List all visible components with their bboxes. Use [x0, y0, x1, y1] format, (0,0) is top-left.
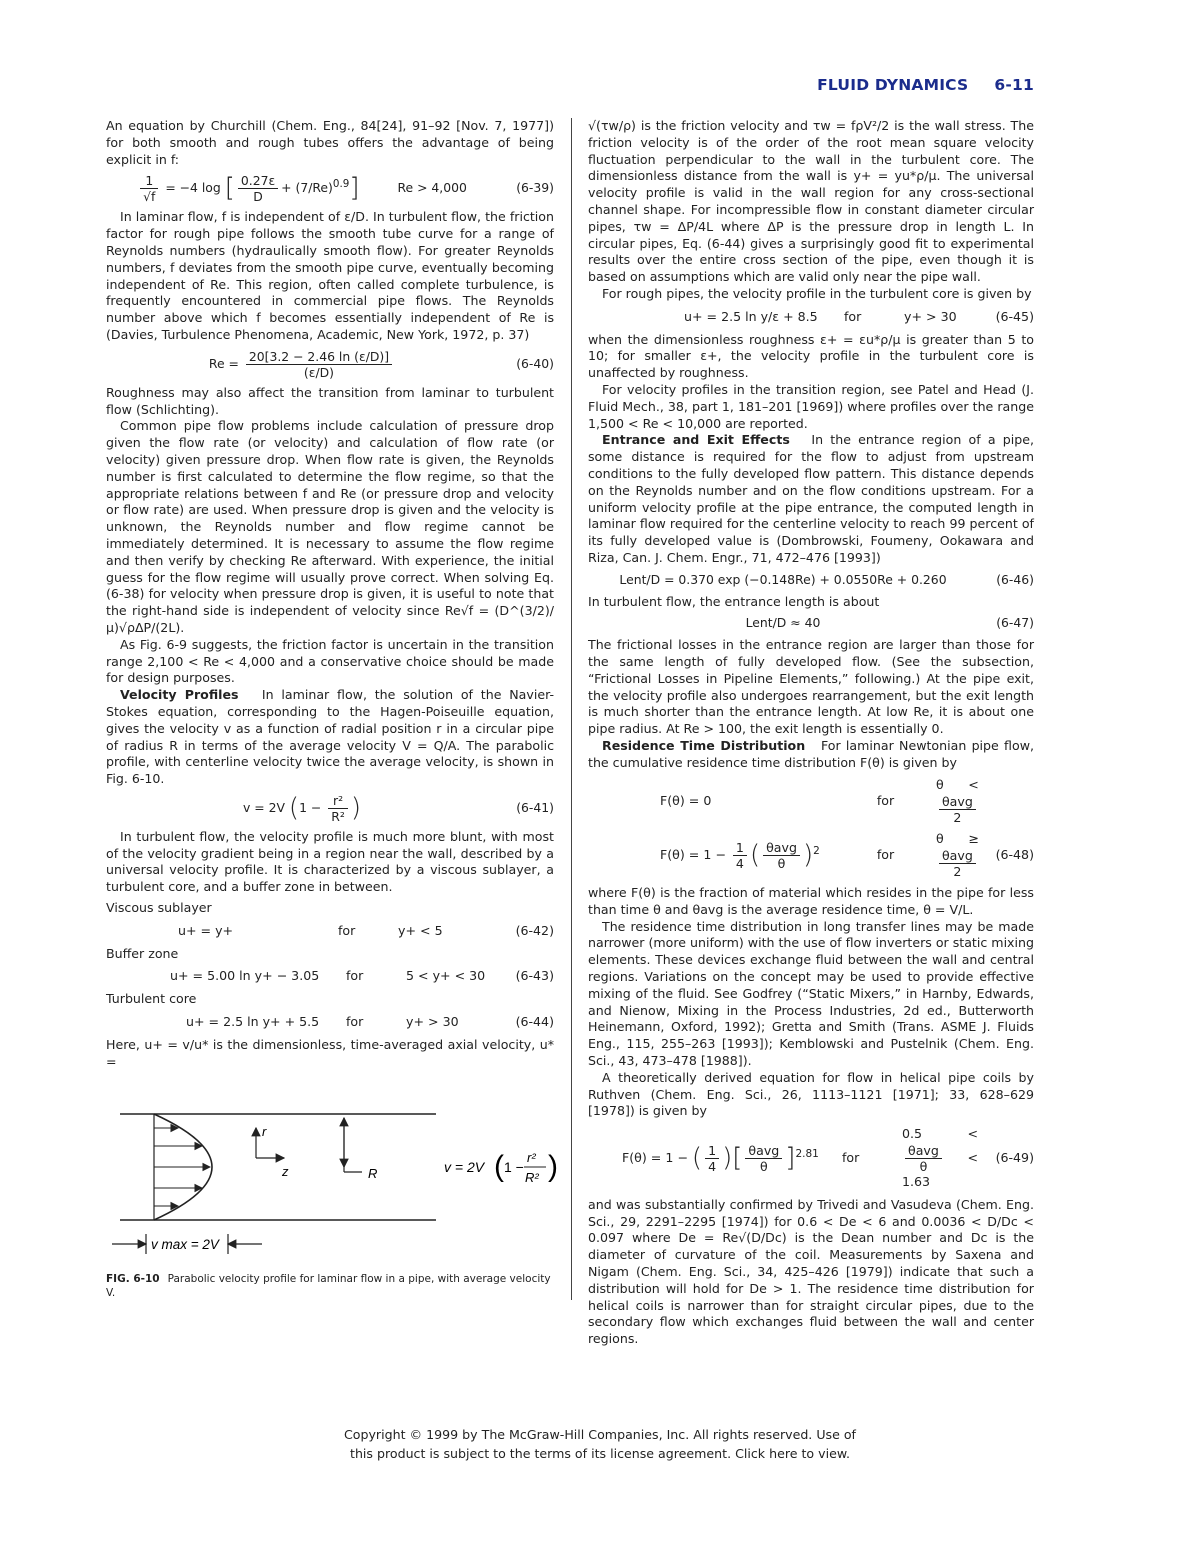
svg-text:): ) [548, 1150, 558, 1183]
equation-6-45 [588, 309, 1034, 326]
eq-numerator: r² [328, 793, 348, 809]
eq-for: for [842, 1150, 860, 1166]
equation-6-44 [106, 1014, 554, 1031]
paragraph: The residence time distribution in long transfer lines may be made narrower (more uniform) with the use of flow inverters or static mixing elements. These devices exchange fluid between the wall and central regions. Variations on the concept may be used to provide effective mixing of the fluid. See Godfrey (“Static Mixers,” in Harnby, Edwards, and Nienow, Mixing in the Process Industries, 2d ed., Butterworth Heinemann, Oxford, 1992); Gretta and Smith (Trans. ASME J. Fluids Eng., 115, 255–263 [1993]); Kemblowski and Pustelnik (Chem. Eng. Sci., 43, 473–478 [1988]). [588, 918, 1034, 1069]
coordinate-axes-icon [256, 1128, 284, 1158]
region-label: Viscous sublayer [106, 900, 212, 916]
eq-for: for [346, 968, 364, 984]
equation-6-48a [588, 777, 1034, 825]
equation-number: (6-45) [995, 308, 1034, 324]
caption-label: FIG. 6-10 [106, 1273, 160, 1285]
eq-for: for [844, 308, 862, 324]
paragraph: Roughness may also affect the transition from laminar to turbulent flow (Schlichting). [106, 384, 554, 417]
page-number: 6-11 [994, 76, 1034, 94]
eq-denominator: √f [143, 189, 156, 205]
eq-text: v = 2V [243, 799, 285, 815]
eq-numerator: 0.27ε [238, 173, 278, 189]
equation-number: (6-41) [516, 799, 554, 815]
column-divider [571, 118, 572, 1300]
figure-6-10 [106, 1102, 562, 1292]
eq-numerator: 1 [140, 173, 158, 189]
eq-text: F(θ) = 1 − [622, 1150, 688, 1166]
run-in-heading: Residence Time Distribution [602, 737, 806, 753]
paragraph: Common pipe flow problems include calculation of pressure drop given the flow rate (or velocity) and calculation of flow rate (or velocity) given pressure drop. When flow rate is given, the Reynolds number is first calculated to determine the flow regime, so that the appropriate relations between f and Re (or pressure drop and velocity or flow rate) are used. When pressure drop is given and the velocity is unknown, the Reynolds number and flow regime cannot be immediately determined. It is necessary to assume the flow regime and then verify by checking Re afterward. With experience, the initial guess for the flow regime will usually prove correct. When solving Eq. (6-38) for velocity when pressure drop is given, it is useful to note that the right-hand side is independent of velocity since Re√f = (D^(3/2)/μ)√ρΔP/(2L). [106, 418, 554, 635]
paragraph-text: For laminar Newtonian pipe flow, the cumulative residence time distribution F(θ) is given by [588, 737, 1035, 770]
equation-6-46 [588, 572, 1034, 589]
license-link[interactable]: this product is subject to the terms of its license agreement. Click here to view. [350, 1446, 850, 1461]
eq-denominator: 4 [735, 855, 744, 871]
paragraph: As Fig. 6-9 suggests, the friction factor is uncertain in the transition range 2,100 < Re < 4,000 and a conservative choice should be made for design purposes. [106, 636, 554, 686]
paragraph: and was substantially confirmed by Trivedi and Vasudeva (Chem. Eng. Sci., 29, 2291–2295 [1974]) for 0.6 < De < 6 and 0.0036 < D/Dc < 0.097 where De = Re√(D/Dc) is the Dean number and Dc is the diameter of curvature of the coil. Measurements by Saxena and Nigam (Chem. Eng. Sci., 34, 425–426 [1979]) indicate that such a distribution will hold for De > 1. The residence time distribution for helical coils is narrower than for straight circular pipes, due to the secondary flow which exchanges fluid between the wall and center regions. [588, 1196, 1034, 1347]
vmax-label: v max = 2V [151, 1237, 219, 1252]
eq-for: for [876, 846, 895, 862]
eq-numerator: θavg [745, 1143, 782, 1159]
equation-6-49: F(θ) = 1 − ( $\frac{1}{4}$ )[ $\frac{\text{θavg}}{\theta}$ ]$^{2.81}$ for 0.5 < $\frac{\text{θavg}}{\theta}$ < 1.63 (6-49) [622, 1126, 1034, 1190]
caption-text: Parabolic velocity profile for laminar flow in a pipe, with average velocity V. [106, 1273, 551, 1299]
eq-denominator: 2 [953, 864, 962, 880]
r-axis-label: r [262, 1124, 267, 1139]
figure-eq-lhs: v = 2V [444, 1159, 485, 1175]
eq-condition: y+ < 5 [398, 922, 443, 938]
section-title: FLUID DYNAMICS [817, 76, 969, 94]
paragraph-entrance-exit [588, 432, 1034, 566]
eq-condition: y+ > 30 [406, 1014, 459, 1030]
eq-denominator: D [253, 189, 263, 205]
copyright-footer [0, 1425, 1200, 1463]
eq-exponent: 2 [813, 844, 820, 857]
eq-condition: 5 < y+ < 30 [406, 968, 486, 984]
equation-number: (6-40) [516, 355, 554, 371]
equation-6-47 [588, 615, 1034, 632]
paragraph: In turbulent flow, the entrance length is about [588, 593, 880, 609]
equation-number: (6-49) [995, 1150, 1034, 1166]
paragraph: An equation by Churchill (Chem. Eng., 84[24], 91–92 [Nov. 7, 1977]) for both smooth and rough tubes offers the advantage of being explicit in f: [106, 118, 554, 167]
eq-text: F(θ) = 1 − [660, 846, 726, 862]
eq-denominator: θ [919, 1159, 928, 1175]
eq-condition: θ < [935, 777, 979, 793]
paragraph-text: In the entrance region of a pipe, some distance is required for the flow to adjust from upstream conditions to the fully developed flow pattern. This distance depends on the Reynolds number and on the flow conditions upstream. For a uniform velocity profile at the pipe entrance, the computed length in laminar flow required for the centerline velocity to reach 99 percent of its fully developed value is (Dombrowski, Foumeny, Ookawara and Riza, Can. J. Chem. Engr., 71, 472–476 [1993]) [588, 432, 1035, 565]
figure-eq-numerator: r² [527, 1150, 536, 1165]
eq-exponent: 0.9 [332, 178, 350, 191]
equation-number: (6-47) [996, 615, 1034, 631]
equation-6-41: v = 2V (1 − $\frac{\text{r²}}{\text{R²}}$ ) (6-41) [243, 792, 554, 824]
eq-text: + (7/Re) [281, 180, 333, 196]
equation-6-39: $\frac{1}{√f}$ = −4 log [ $\frac{0.27\varepsilon}{D}$ + $(7/Re)^{0.9}$] Re > 4,000 (6-39) [106, 173, 554, 204]
paragraph: Here, u+ = v/u* is the dimensionless, time-averaged axial velocity, u* = [106, 1036, 554, 1069]
paragraph: The frictional losses in the entrance region are larger than those for the same length of fully developed flow. (See the subsection, “Frictional Losses in Pipeline Elements,” following.) At the pipe exit, the velocity profile also undergoes rearrangement, but the exit length is much shorter than the entrance length. At low Re, it is about one pipe radius. At Re > 100, the exit length is essentially 0. [588, 637, 1034, 737]
paragraph: In laminar flow, f is independent of ε/D. In turbulent flow, the friction factor for rough pipe follows the smooth tube curve for a range of Reynolds numbers (hydraulically smooth flow). For greater Reynolds numbers, f deviates from the smooth pipe curve, eventually becoming independent of Re. This region, often called complete turbulence, is frequently encountered in commercial pipe flows. The Reynolds number above which f becomes essentially independent of Re is (Davies, Turbulence Phenomena, Academic, New York, 1972, p. 37) [106, 209, 554, 342]
eq-denominator: R² [331, 808, 345, 824]
eq-condition: < 1.63 [902, 1150, 978, 1190]
equation-6-42 [106, 923, 554, 940]
paragraph-residence-time [588, 738, 1034, 772]
region-label: Buffer zone [106, 945, 179, 961]
eq-numerator: 1 [733, 840, 747, 856]
eq-numerator: θavg [905, 1143, 942, 1159]
paragraph: In turbulent flow, the velocity profile is much more blunt, with most of the velocity gradient being in a region near the wall, described by a universal velocity profile. It is characterized by a viscous sublayer, a turbulent core, and a buffer zone in between. [106, 828, 554, 895]
paragraph: A theoretically derived equation for flow in helical pipe coils by Ruthven (Chem. Eng. Sci., 26, 1113–1121 [1971]; 33, 628–629 [1978]) is given by [588, 1069, 1034, 1119]
region-label: Turbulent core [106, 991, 197, 1007]
eq-text: Lent/D ≈ 40 [745, 615, 821, 631]
eq-denominator: θ [759, 1159, 768, 1175]
velocity-profile-diagram [106, 1102, 562, 1272]
figure-eq-one-minus: 1 − [504, 1159, 524, 1175]
equation-number: (6-39) [516, 180, 554, 196]
eq-condition: 0.5 < [902, 1126, 978, 1142]
paragraph: where F(θ) is the fraction of material which resides in the pipe for less than time θ and θavg is the average residence time, θ = V/L. [588, 885, 1034, 917]
eq-condition: θ ≥ [935, 831, 979, 847]
eq-for: for [338, 922, 356, 938]
running-header [817, 76, 1034, 94]
eq-numerator: θavg [763, 840, 800, 856]
figure-caption [106, 1272, 554, 1300]
eq-text: u+ = 2.5 ln y+ + 5.5 [186, 1014, 320, 1030]
paragraph: For rough pipes, the velocity profile in the turbulent core is given by [602, 285, 1032, 301]
eq-text: u+ = y+ [178, 922, 234, 938]
paragraph: For velocity profiles in the transition region, see Patel and Head (J. Fluid Mech., 38, part 1, 181–201 [1969]) where profiles over the range 1,500 < Re < 10,000 are reported. [588, 381, 1034, 431]
eq-denominator: 2 [953, 810, 962, 826]
equation-6-40 [106, 349, 554, 380]
equation-6-43 [106, 968, 554, 985]
eq-for: for [876, 792, 895, 808]
eq-text: = −4 log [165, 180, 221, 196]
radius-dimension-arrow [344, 1118, 362, 1172]
z-axis-label: z [282, 1164, 289, 1179]
eq-numerator: 1 [705, 1143, 719, 1159]
equation-number: (6-46) [996, 571, 1034, 587]
figure-eq-denominator: R² [525, 1170, 539, 1185]
eq-denominator: (ε/D) [303, 364, 335, 380]
eq-denominator: θ [777, 855, 786, 871]
eq-text: F(θ) = 0 [660, 792, 712, 808]
eq-condition: Re > 4,000 [397, 180, 467, 196]
eq-numerator: θavg [939, 848, 976, 864]
footer-line: Copyright © 1999 by The McGraw-Hill Companies, Inc. All rights reserved. Use of [343, 1427, 856, 1442]
eq-condition: y+ > 30 [904, 308, 957, 324]
eq-numerator: 20[3.2 − 2.46 ln (ε/D)] [246, 349, 392, 365]
eq-exponent: 2.81 [795, 1147, 819, 1160]
eq-text: 1 − [299, 799, 322, 815]
equation-6-48: F(θ) = 1 − $\frac{1}{4}$ ( $\frac{\text{θavg}}{\theta}$ )$^2$ for θ ≥ $\frac{\text{θavg}}{2}$ (6-48) [660, 831, 1034, 880]
equation-number: (6-44) [515, 1014, 554, 1030]
svg-text:(: ( [494, 1150, 504, 1183]
eq-numerator: θavg [939, 794, 976, 810]
eq-text: u+ = 5.00 ln y+ − 3.05 [170, 968, 320, 984]
right-column [588, 118, 1034, 1348]
paragraph-text: In laminar flow, the solution of the Navier-Stokes equation, corresponding to the Hagen-Poiseuille equation, gives the velocity v as a function of radial position r in a circular pipe of radius R in terms of the average velocity V = Q/A. The parabolic profile, with centerline velocity twice the average velocity, is shown in Fig. 6-10. [106, 687, 554, 787]
left-column [106, 118, 554, 1070]
paragraph: √(τw/ρ) is the friction velocity and τw = fρV²/2 is the wall stress. The friction velocity is of the order of the root mean square velocity fluctuation perpendicular to the wall in the turbulent core. The dimensionless distance from the wall is y+ = yu*ρ/μ. The universal velocity profile is valid in the wall region for any cross-sectional channel shape. For incompressible flow in constant diameter circular pipes, τw = ΔP/4L where ΔP is the pressure drop in length L. In circular pipes, Eq. (6-44) gives a surprisingly good fit to experimental results over the entire cross section of the pipe, even though it is based on assumptions which are valid only near the pipe wall. [588, 118, 1034, 285]
run-in-heading: Entrance and Exit Effects [602, 432, 790, 448]
eq-text: u+ = 2.5 ln y/ε + 8.5 [684, 308, 818, 324]
paragraph-velocity-profiles [106, 687, 554, 788]
eq-denominator: 4 [708, 1159, 717, 1175]
equation-number: (6-43) [515, 968, 554, 984]
eq-text: Lent/D = 0.370 exp (−0.148Re) + 0.0550Re + 0.260 [619, 571, 947, 587]
eq-text: Re = [208, 355, 239, 371]
run-in-heading: Velocity Profiles [120, 687, 239, 703]
paragraph: when the dimensionless roughness ε+ = εu*ρ/μ is greater than 5 to 10; for smaller ε+, the velocity profile in the turbulent core is unaffected by roughness. [588, 331, 1034, 381]
velocity-arrows [154, 1128, 210, 1206]
eq-for: for [346, 1014, 364, 1030]
radius-label: R [368, 1166, 378, 1181]
equation-number: (6-42) [515, 922, 554, 938]
equation-number: (6-48) [995, 846, 1034, 862]
